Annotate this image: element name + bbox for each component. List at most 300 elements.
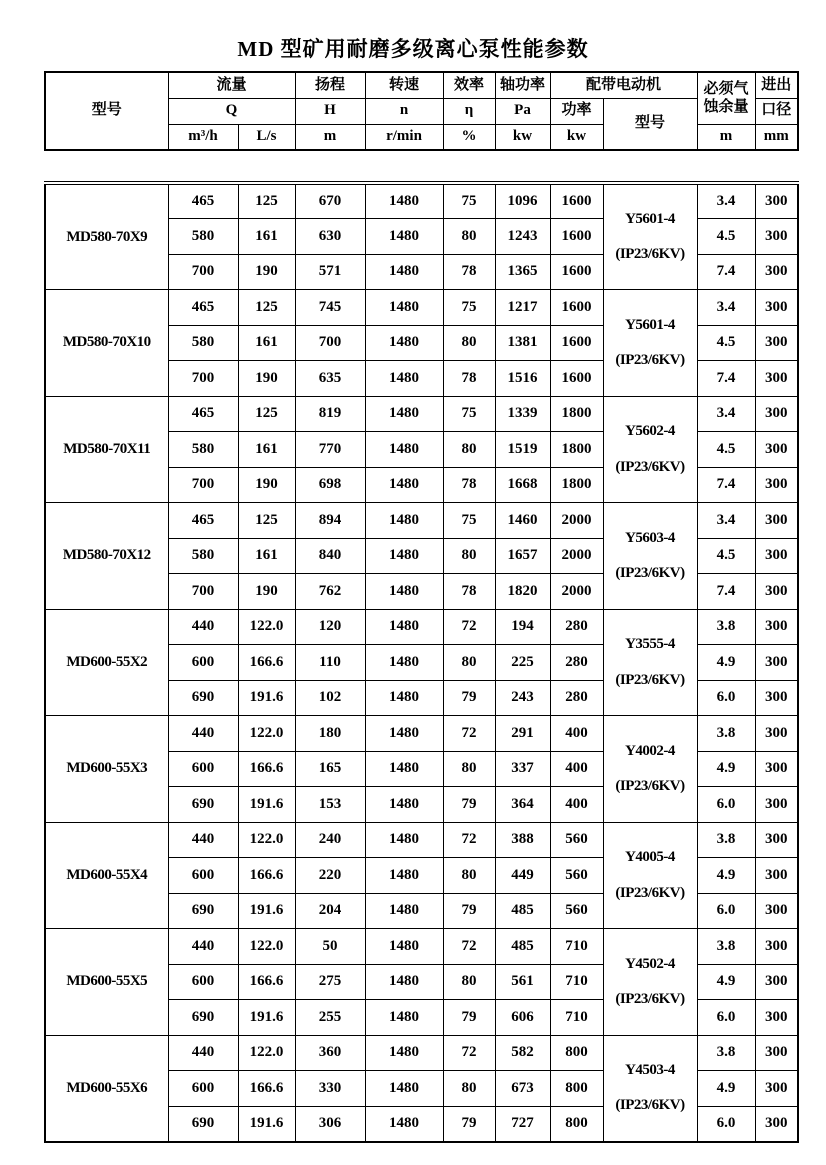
motor-model-cell [603,396,697,503]
flow-m3h-cell: 690 [168,680,238,716]
motor-power-cell: 1600 [550,183,603,219]
speed-cell: 1480 [365,645,443,681]
port-diameter-cell: 300 [755,432,798,468]
efficiency-cell: 80 [443,1071,495,1107]
speed-cell: 1480 [365,1106,443,1142]
port-diameter-cell: 300 [755,822,798,858]
data-row [45,929,798,965]
header-npsh [697,72,755,124]
npsh-cell: 4.9 [697,964,755,1000]
motor-power-cell: 710 [550,964,603,1000]
motor-power-cell: 1600 [550,361,603,397]
speed-cell: 1480 [365,467,443,503]
efficiency-cell: 75 [443,290,495,326]
efficiency-cell: 78 [443,361,495,397]
flow-ls-cell: 122.0 [238,609,295,645]
head-cell: 819 [295,396,365,432]
efficiency-cell: 79 [443,1000,495,1036]
head-cell: 275 [295,964,365,1000]
efficiency-cell: 80 [443,964,495,1000]
port-diameter-cell: 300 [755,716,798,752]
motor-power-cell: 1800 [550,432,603,468]
port-diameter-cell: 300 [755,183,798,219]
motor-model-text: Y5603-4 [625,529,675,546]
header-unit-percent: % [443,124,495,150]
efficiency-cell: 72 [443,929,495,965]
motor-power-cell: 800 [550,1106,603,1142]
speed-cell: 1480 [365,858,443,894]
shaft-power-cell: 194 [495,609,550,645]
motor-power-cell: 280 [550,680,603,716]
motor-model-text: Y5602-4 [625,423,675,439]
pump-model-cell: MD580-70X11 [45,396,168,503]
shaft-power-cell: 1668 [495,467,550,503]
header-head-symbol: H [295,98,365,124]
pump-model-cell: MD580-70X10 [45,290,168,397]
efficiency-cell: 80 [443,219,495,255]
data-row [45,183,798,219]
flow-m3h-cell: 580 [168,219,238,255]
shaft-power-cell: 1460 [495,503,550,539]
shaft-power-cell: 291 [495,716,550,752]
motor-spec-text: (IP23/6KV) [615,458,685,475]
head-cell: 770 [295,432,365,468]
shaft-power-cell: 1820 [495,574,550,610]
efficiency-cell: 75 [443,503,495,539]
flow-ls-cell: 190 [238,574,295,610]
npsh-cell: 4.5 [697,219,755,255]
efficiency-cell: 78 [443,467,495,503]
npsh-cell: 3.8 [697,609,755,645]
efficiency-cell: 75 [443,183,495,219]
flow-m3h-cell: 700 [168,254,238,290]
npsh-cell: 7.4 [697,467,755,503]
flow-m3h-cell: 580 [168,538,238,574]
flow-m3h-cell: 440 [168,609,238,645]
flow-ls-cell: 122.0 [238,1035,295,1071]
flow-ls-cell: 191.6 [238,680,295,716]
motor-model-cell [603,929,697,1036]
flow-m3h-cell: 580 [168,325,238,361]
speed-cell: 1480 [365,574,443,610]
npsh-cell: 4.9 [697,751,755,787]
efficiency-cell: 79 [443,787,495,823]
port-diameter-cell: 300 [755,1106,798,1142]
port-diameter-cell: 300 [755,1071,798,1107]
efficiency-cell: 80 [443,325,495,361]
header-unit-m: m [295,124,365,150]
header-unit-m3h: m³/h [168,124,238,150]
motor-model-text: Y4503-4 [625,1061,675,1078]
motor-power-cell: 280 [550,609,603,645]
npsh-cell: 3.8 [697,1035,755,1071]
motor-spec-text: (IP23/6KV) [615,565,685,581]
header-row-1 [45,72,798,98]
flow-m3h-cell: 465 [168,290,238,326]
flow-ls-cell: 166.6 [238,964,295,1000]
port-diameter-cell: 300 [755,325,798,361]
head-cell: 894 [295,503,365,539]
npsh-cell: 6.0 [697,680,755,716]
flow-m3h-cell: 600 [168,1071,238,1107]
motor-power-cell: 1800 [550,467,603,503]
flow-m3h-cell: 690 [168,1000,238,1036]
motor-power-cell: 1800 [550,396,603,432]
speed-cell: 1480 [365,1000,443,1036]
efficiency-cell: 75 [443,396,495,432]
motor-model-text: Y4502-4 [625,955,675,972]
motor-power-cell: 1600 [550,219,603,255]
flow-m3h-cell: 600 [168,858,238,894]
motor-model-cell [603,822,697,929]
header-port-line2: 口径 [755,98,798,124]
speed-cell: 1480 [365,503,443,539]
shaft-power-cell: 337 [495,751,550,787]
motor-power-cell: 280 [550,645,603,681]
flow-m3h-cell: 690 [168,893,238,929]
shaft-power-cell: 449 [495,858,550,894]
speed-cell: 1480 [365,290,443,326]
header-unit-ls: L/s [238,124,295,150]
speed-cell: 1480 [365,822,443,858]
shaft-power-cell: 727 [495,1106,550,1142]
flow-ls-cell: 125 [238,290,295,326]
efficiency-cell: 72 [443,716,495,752]
motor-spec-text: (IP23/6KV) [615,1097,685,1114]
head-cell: 240 [295,822,365,858]
npsh-cell: 4.9 [697,645,755,681]
flow-ls-cell: 191.6 [238,893,295,929]
speed-cell: 1480 [365,254,443,290]
speed-cell: 1480 [365,361,443,397]
npsh-cell: 3.8 [697,822,755,858]
speed-cell: 1480 [365,964,443,1000]
data-table-body [45,183,798,1142]
head-cell: 745 [295,290,365,326]
port-diameter-cell: 300 [755,290,798,326]
pump-model-cell: MD580-70X9 [45,183,168,290]
speed-cell: 1480 [365,1035,443,1071]
flow-ls-cell: 122.0 [238,929,295,965]
head-cell: 165 [295,751,365,787]
flow-ls-cell: 122.0 [238,716,295,752]
flow-ls-cell: 161 [238,432,295,468]
speed-cell: 1480 [365,893,443,929]
speed-cell: 1480 [365,929,443,965]
head-cell: 635 [295,361,365,397]
flow-m3h-cell: 600 [168,751,238,787]
flow-ls-cell: 191.6 [238,1000,295,1036]
data-table [44,181,799,1143]
head-cell: 110 [295,645,365,681]
port-diameter-cell: 300 [755,361,798,397]
data-row [45,822,798,858]
header-npsh-line1: 必须气 [703,80,749,97]
flow-ls-cell: 190 [238,467,295,503]
pump-model-cell: MD600-55X4 [45,822,168,929]
flow-ls-cell: 166.6 [238,1071,295,1107]
npsh-cell: 7.4 [697,361,755,397]
shaft-power-cell: 1096 [495,183,550,219]
speed-cell: 1480 [365,219,443,255]
npsh-cell: 3.4 [697,290,755,326]
port-diameter-cell: 300 [755,680,798,716]
shaft-power-cell: 364 [495,787,550,823]
head-cell: 670 [295,183,365,219]
efficiency-cell: 78 [443,574,495,610]
shaft-power-cell: 561 [495,964,550,1000]
shaft-power-cell: 1516 [495,361,550,397]
port-diameter-cell: 300 [755,609,798,645]
port-diameter-cell: 300 [755,254,798,290]
port-diameter-cell: 300 [755,893,798,929]
flow-m3h-cell: 700 [168,361,238,397]
speed-cell: 1480 [365,751,443,787]
speed-cell: 1480 [365,538,443,574]
header-shaft-power-symbol: Pa [495,98,550,124]
head-cell: 204 [295,893,365,929]
flow-m3h-cell: 440 [168,1035,238,1071]
flow-ls-cell: 161 [238,325,295,361]
data-row [45,1035,798,1071]
motor-power-cell: 2000 [550,538,603,574]
header-unit-kw-shaft: kw [495,124,550,150]
header-shaft-power: 轴功率 [495,72,550,98]
efficiency-cell: 80 [443,538,495,574]
port-diameter-cell: 300 [755,574,798,610]
motor-model-cell [603,1035,697,1142]
flow-m3h-cell: 700 [168,467,238,503]
port-diameter-cell: 300 [755,1000,798,1036]
npsh-cell: 6.0 [697,893,755,929]
data-row [45,609,798,645]
efficiency-cell: 79 [443,680,495,716]
motor-spec-text: (IP23/6KV) [615,884,685,901]
header-efficiency-symbol: η [443,98,495,124]
head-cell: 571 [295,254,365,290]
efficiency-cell: 80 [443,645,495,681]
npsh-cell: 4.9 [697,1071,755,1107]
pump-model-cell: MD600-55X6 [45,1035,168,1142]
header-head: 扬程 [295,72,365,98]
motor-power-cell: 1600 [550,254,603,290]
speed-cell: 1480 [365,1071,443,1107]
efficiency-cell: 79 [443,893,495,929]
motor-power-cell: 560 [550,893,603,929]
head-cell: 360 [295,1035,365,1071]
head-cell: 180 [295,716,365,752]
shaft-power-cell: 1657 [495,538,550,574]
motor-model-cell [603,290,697,397]
motor-power-cell: 2000 [550,574,603,610]
motor-power-cell: 1600 [550,290,603,326]
npsh-cell: 6.0 [697,1000,755,1036]
flow-ls-cell: 166.6 [238,858,295,894]
speed-cell: 1480 [365,396,443,432]
port-diameter-cell: 300 [755,858,798,894]
motor-model-cell [603,609,697,716]
head-cell: 102 [295,680,365,716]
shaft-power-cell: 1519 [495,432,550,468]
shaft-power-cell: 582 [495,1035,550,1071]
port-diameter-cell: 300 [755,964,798,1000]
port-diameter-cell: 300 [755,1035,798,1071]
motor-power-cell: 560 [550,822,603,858]
flow-m3h-cell: 600 [168,964,238,1000]
flow-m3h-cell: 440 [168,716,238,752]
header-unit-npsh-m: m [697,124,755,150]
efficiency-cell: 80 [443,858,495,894]
shaft-power-cell: 243 [495,680,550,716]
flow-m3h-cell: 700 [168,574,238,610]
port-diameter-cell: 300 [755,503,798,539]
head-cell: 762 [295,574,365,610]
speed-cell: 1480 [365,183,443,219]
speed-cell: 1480 [365,680,443,716]
motor-spec-text: (IP23/6KV) [615,352,685,368]
flow-m3h-cell: 600 [168,645,238,681]
header-speed: 转速 [365,72,443,98]
data-row [45,290,798,326]
npsh-cell: 3.4 [697,503,755,539]
flow-m3h-cell: 690 [168,1106,238,1142]
pump-model-cell: MD580-70X12 [45,503,168,610]
motor-power-cell: 800 [550,1035,603,1071]
header-unit-mm: mm [755,124,798,150]
flow-ls-cell: 125 [238,503,295,539]
shaft-power-cell: 1365 [495,254,550,290]
head-cell: 700 [295,325,365,361]
flow-ls-cell: 122.0 [238,822,295,858]
shaft-power-cell: 225 [495,645,550,681]
shaft-power-cell: 485 [495,929,550,965]
motor-spec-text: (IP23/6KV) [615,778,685,794]
motor-power-cell: 710 [550,1000,603,1036]
shaft-power-cell: 1381 [495,325,550,361]
npsh-cell: 6.0 [697,1106,755,1142]
shaft-power-cell: 1243 [495,219,550,255]
head-cell: 306 [295,1106,365,1142]
header-table [44,71,799,151]
motor-power-cell: 1600 [550,325,603,361]
head-cell: 255 [295,1000,365,1036]
motor-spec-text: (IP23/6KV) [615,671,685,688]
efficiency-cell: 79 [443,1106,495,1142]
pump-model-cell: MD600-55X2 [45,609,168,716]
shaft-power-cell: 388 [495,822,550,858]
npsh-cell: 4.5 [697,538,755,574]
npsh-cell: 6.0 [697,787,755,823]
page-title: MD 型矿用耐磨多级离心泵性能参数 [237,37,589,61]
flow-ls-cell: 166.6 [238,751,295,787]
flow-ls-cell: 125 [238,183,295,219]
shaft-power-cell: 1217 [495,290,550,326]
flow-ls-cell: 161 [238,219,295,255]
motor-power-cell: 2000 [550,503,603,539]
head-cell: 630 [295,219,365,255]
flow-ls-cell: 125 [238,396,295,432]
header-port-line1: 进出 [755,72,798,98]
speed-cell: 1480 [365,716,443,752]
header-flow-symbol: Q [168,98,295,124]
npsh-cell: 7.4 [697,574,755,610]
motor-power-cell: 560 [550,858,603,894]
npsh-cell: 3.8 [697,929,755,965]
pump-model-cell: MD600-55X3 [45,716,168,823]
head-cell: 50 [295,929,365,965]
npsh-cell: 7.4 [697,254,755,290]
motor-power-cell: 400 [550,751,603,787]
header-pump-model: 型号 [45,72,168,150]
port-diameter-cell: 300 [755,396,798,432]
motor-model-text: Y3555-4 [625,636,675,652]
flow-m3h-cell: 580 [168,432,238,468]
head-cell: 120 [295,609,365,645]
efficiency-cell: 80 [443,751,495,787]
data-row [45,503,798,539]
head-cell: 220 [295,858,365,894]
shaft-power-cell: 1339 [495,396,550,432]
efficiency-cell: 78 [443,254,495,290]
data-row [45,396,798,432]
header-motor: 配带电动机 [550,72,697,98]
motor-spec-text: (IP23/6KV) [615,991,685,1007]
speed-cell: 1480 [365,787,443,823]
npsh-cell: 3.4 [697,396,755,432]
motor-power-cell: 400 [550,787,603,823]
shaft-power-cell: 673 [495,1071,550,1107]
efficiency-cell: 72 [443,609,495,645]
flow-m3h-cell: 465 [168,503,238,539]
motor-power-cell: 800 [550,1071,603,1107]
flow-ls-cell: 190 [238,254,295,290]
flow-ls-cell: 161 [238,538,295,574]
header-speed-symbol: n [365,98,443,124]
port-diameter-cell: 300 [755,751,798,787]
shaft-power-cell: 485 [495,893,550,929]
motor-model-cell [603,716,697,823]
motor-model-text: Y5601-4 [625,316,675,333]
flow-m3h-cell: 440 [168,822,238,858]
port-diameter-cell: 300 [755,219,798,255]
motor-model-text: Y4005-4 [625,849,675,865]
flow-m3h-cell: 465 [168,183,238,219]
header-npsh-line2: 蚀余量 [703,99,749,116]
port-diameter-cell: 300 [755,645,798,681]
shaft-power-cell: 606 [495,1000,550,1036]
efficiency-cell: 72 [443,1035,495,1071]
header-unit-kw-motor: kw [550,124,603,150]
efficiency-cell: 72 [443,822,495,858]
head-cell: 698 [295,467,365,503]
motor-model-cell [603,183,697,290]
npsh-cell: 3.4 [697,183,755,219]
header-unit-rmin: r/min [365,124,443,150]
port-diameter-cell: 300 [755,467,798,503]
flow-m3h-cell: 465 [168,396,238,432]
flow-ls-cell: 191.6 [238,1106,295,1142]
motor-model-cell [603,503,697,610]
npsh-cell: 4.9 [697,858,755,894]
flow-ls-cell: 190 [238,361,295,397]
motor-spec-text: (IP23/6KV) [615,246,685,263]
flow-m3h-cell: 690 [168,787,238,823]
motor-model-text: Y4002-4 [625,742,675,759]
head-cell: 153 [295,787,365,823]
npsh-cell: 4.5 [697,325,755,361]
data-row [45,716,798,752]
efficiency-cell: 80 [443,432,495,468]
